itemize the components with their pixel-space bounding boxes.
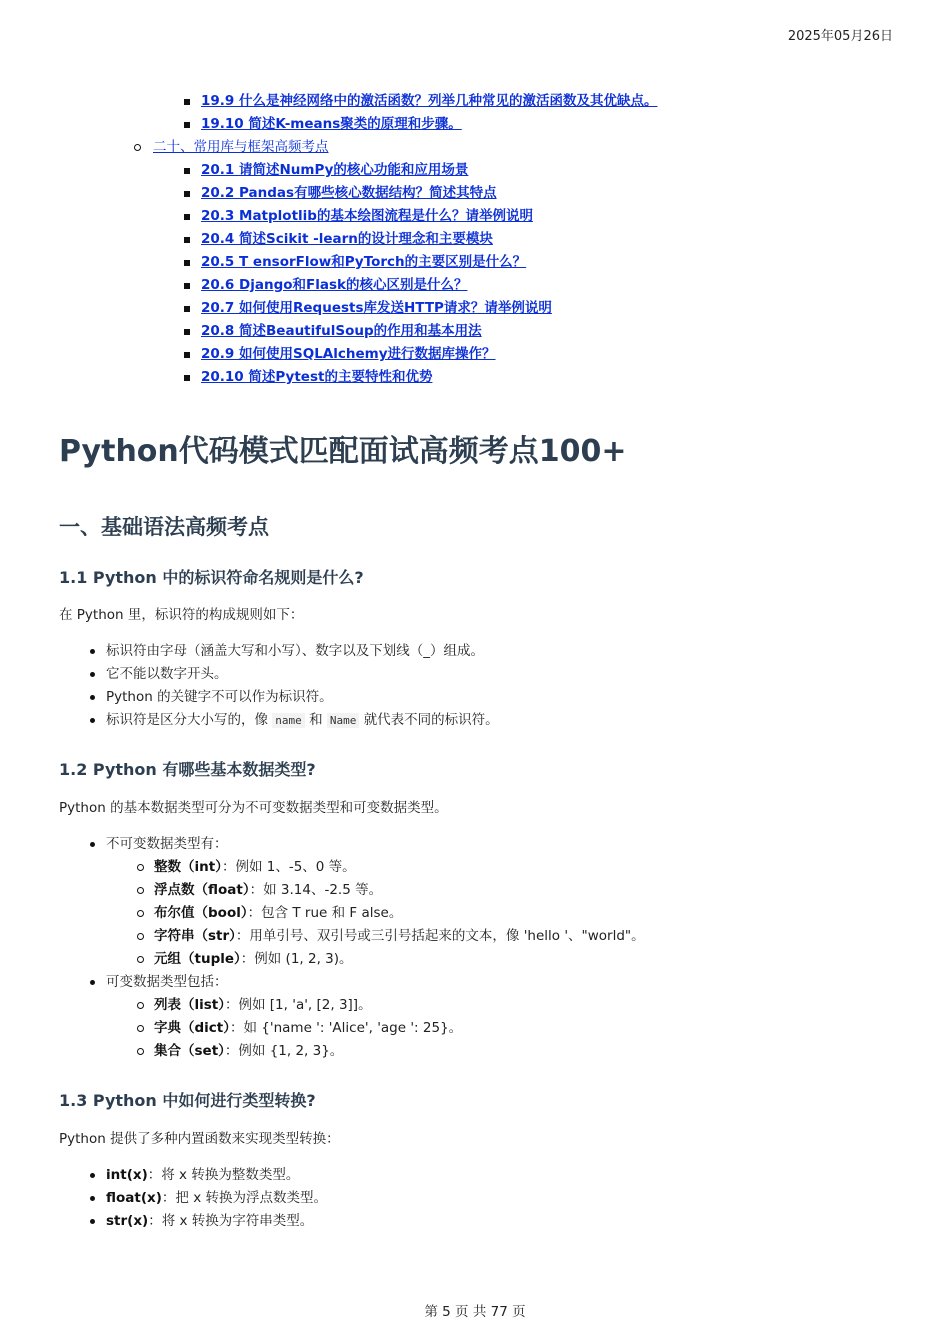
list-item: 它不能以数字开头。 — [59, 663, 899, 686]
list-item: 标识符由字母（涵盖大写和小写）、数字以及下划线（_）组成。 — [59, 640, 899, 663]
bullet-list — [59, 833, 899, 1063]
toc-item — [130, 343, 658, 366]
list-text: 可变数据类型包括： — [106, 974, 228, 990]
list-text: 标识符是区分大小写的，像 — [106, 712, 268, 728]
description: ：例如 {1, 2, 3}。 — [224, 1043, 344, 1059]
paragraph: Python 的基本数据类型可分为不可变数据类型和可变数据类型。 — [59, 800, 448, 816]
term: int(x) — [106, 1167, 148, 1183]
bullet-list — [59, 1164, 899, 1233]
description: ：如 3.14、-2.5 等。 — [249, 882, 383, 898]
term: 集合（set） — [154, 1043, 225, 1059]
description: ：例如 [1, 'a', [2, 3]]。 — [225, 997, 372, 1013]
description: ：将 x 转换为整数类型。 — [147, 1167, 300, 1183]
toc-link[interactable]: 20.8 简述BeautifulSoup的作用和基本用法 — [201, 323, 482, 339]
toc-link[interactable]: 20.10 简述Pytest的主要特性和优势 — [201, 369, 433, 385]
list-item — [59, 1164, 899, 1187]
list-text: 就代表不同的标识符。 — [363, 712, 499, 728]
toc-link[interactable]: 19.9 什么是神经网络中的激活函数？列举几种常见的激活函数及其优缺点。 — [201, 93, 658, 109]
sub-list-item — [106, 948, 899, 971]
toc-item — [130, 182, 658, 205]
term: 浮点数（float） — [154, 882, 250, 898]
page-title: Python代码模式匹配面试高频考点100+ — [59, 434, 627, 469]
toc-item — [130, 159, 658, 182]
document-body — [59, 430, 899, 1233]
question-heading: 1.2 Python 有哪些基本数据类型? — [59, 760, 316, 779]
sub-list-item — [106, 1017, 899, 1040]
toc-link[interactable]: 20.2 Pandas有哪些核心数据结构？简述其特点 — [201, 185, 497, 201]
sub-list-item — [106, 925, 899, 948]
term: 字符串（str） — [154, 928, 236, 944]
description: ：如 {'name ': 'Alice', 'age ': 25}。 — [230, 1020, 463, 1036]
list-text: 不可变数据类型有： — [106, 836, 228, 852]
paragraph: Python 提供了多种内置函数来实现类型转换： — [59, 1131, 340, 1147]
sub-list — [106, 994, 899, 1063]
toc-link[interactable]: 二十、常用库与框架高频考点 — [153, 139, 329, 155]
list-item: Python 的关键字不可以作为标识符。 — [59, 686, 899, 709]
toc-item — [130, 113, 658, 136]
sub-list-item — [106, 994, 899, 1017]
list-item — [59, 1187, 899, 1210]
term: 整数（int） — [154, 859, 222, 875]
term: 字典（dict） — [154, 1020, 230, 1036]
toc-item — [130, 136, 658, 159]
toc-link[interactable]: 20.1 请简述NumPy的核心功能和应用场景 — [201, 162, 469, 178]
toc-item — [130, 205, 658, 228]
list-item — [59, 709, 899, 732]
description: ：将 x 转换为字符串类型。 — [148, 1213, 314, 1229]
toc-link[interactable]: 19.10 简述K-means聚类的原理和步骤。 — [201, 116, 462, 132]
list-item — [59, 971, 899, 1063]
term: float(x) — [106, 1190, 162, 1206]
toc-link[interactable]: 20.3 Matplotlib的基本绘图流程是什么？请举例说明 — [201, 208, 533, 224]
sub-list-item — [106, 856, 899, 879]
inline-code: Name — [327, 713, 360, 728]
question-heading: 1.1 Python 中的标识符命名规则是什么? — [59, 568, 364, 587]
toc-item — [130, 320, 658, 343]
sub-list — [106, 856, 899, 971]
description: ：包含 T rue 和 F alse。 — [247, 905, 403, 921]
term: str(x) — [106, 1213, 149, 1229]
toc-item — [130, 274, 658, 297]
toc-link[interactable]: 20.7 如何使用Requests库发送HTTP请求？请举例说明 — [201, 300, 552, 316]
sub-list-item — [106, 879, 899, 902]
term: 布尔值（bool） — [154, 905, 248, 921]
header-date: 2025年05月26日 — [787, 29, 893, 44]
description: ：用单引号、双引号或三引号括起来的文本，像 'hello '、"world"。 — [235, 928, 645, 944]
table-of-contents — [130, 90, 658, 389]
question-heading: 1.3 Python 中如何进行类型转换? — [59, 1091, 316, 1110]
toc-link[interactable]: 20.5 T ensorFlow和PyTorch的主要区别是什么？ — [201, 254, 527, 270]
page-footer: 第 5 页 共 77 页 — [424, 1304, 526, 1320]
inline-code: name — [272, 713, 305, 728]
description: ：例如 1、-5、0 等。 — [221, 859, 356, 875]
toc-item — [130, 251, 658, 274]
section-heading: 一、基础语法高频考点 — [59, 515, 269, 539]
sub-list-item — [106, 1040, 899, 1063]
term: 列表（list） — [154, 997, 225, 1013]
toc-item — [130, 228, 658, 251]
toc-link[interactable]: 20.4 简述Scikit -learn的设计理念和主要模块 — [201, 231, 493, 247]
toc-link[interactable]: 20.9 如何使用SQLAlchemy进行数据库操作？ — [201, 346, 496, 362]
toc-link[interactable]: 20.6 Django和Flask的核心区别是什么？ — [201, 277, 468, 293]
toc-item — [130, 297, 658, 320]
list-text: 和 — [309, 712, 323, 728]
description: ：把 x 转换为浮点数类型。 — [161, 1190, 327, 1206]
paragraph: 在 Python 里，标识符的构成规则如下： — [59, 607, 304, 623]
toc-item — [130, 90, 658, 113]
sub-list-item — [106, 902, 899, 925]
list-item — [59, 1210, 899, 1233]
bullet-list — [59, 640, 899, 732]
description: ：例如 (1, 2, 3)。 — [240, 951, 353, 967]
term: 元组（tuple） — [154, 951, 241, 967]
list-item — [59, 833, 899, 971]
toc-item — [130, 366, 658, 389]
